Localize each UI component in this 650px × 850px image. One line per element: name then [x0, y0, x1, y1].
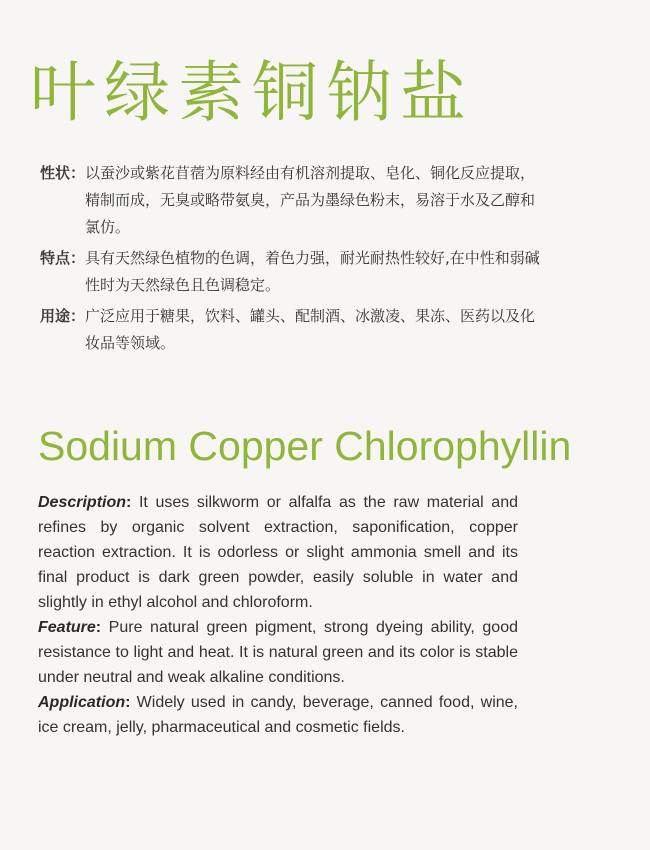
english-feature-colon: :	[95, 619, 102, 636]
chinese-description-block	[40, 160, 540, 361]
english-description-text: It uses silkworm or alfalfa as the raw material and refines by organic solvent extraction, saponification, copper reaction extraction. It is odorless or slight ammonia smell and its final product is dark green powder, easily soluble in water and slightly in ethyl alcohol and chloroform.	[38, 494, 518, 611]
chinese-usage-label: 用途：	[40, 307, 86, 325]
chinese-usage-item	[40, 303, 540, 357]
english-application-item	[38, 690, 518, 740]
chinese-title: 叶绿素铜钠盐	[30, 54, 474, 131]
english-feature-item	[38, 615, 518, 690]
english-title: Sodium Copper Chlorophyllin	[38, 423, 572, 469]
english-application-colon: :	[125, 694, 131, 711]
chinese-property-text: 以蚕沙或紫花苜蓿为原料经由有机溶剂提取、皂化、铜化反应提取，精制而成，无臭或略带氨臭，产品为墨绿色粉末，易溶于水及乙醇和氯仿。	[85, 164, 536, 236]
english-description-colon: :	[126, 494, 132, 511]
english-description-label: Description	[38, 494, 127, 511]
english-application-label: Application	[38, 694, 126, 711]
english-description-item	[38, 490, 518, 615]
english-description-block	[38, 490, 518, 740]
chinese-feature-item	[40, 245, 540, 299]
chinese-feature-label: 特点：	[40, 249, 86, 267]
chinese-feature-text: 具有天然绿色植物的色调，着色力强，耐光耐热性较好,在中性和弱碱性时为天然绿色且色调稳定。	[85, 249, 540, 294]
english-application-text: Widely used in candy, beverage, canned food, wine, ice cream, jelly, pharmaceutical and cosmetic fields.	[38, 694, 518, 736]
english-feature-label: Feature	[38, 619, 96, 636]
english-feature-text: Pure natural green pigment, strong dyeing ability, good resistance to light and heat. It is natural green and its color is stable under neutral and weak alkaline conditions.	[38, 619, 518, 686]
chinese-usage-text: 广泛应用于糖果，饮料、罐头、配制酒、冰激凌、果冻、医药以及化妆品等领域。	[85, 307, 536, 352]
chinese-property-item	[40, 160, 540, 241]
chinese-property-label: 性状：	[40, 164, 86, 182]
